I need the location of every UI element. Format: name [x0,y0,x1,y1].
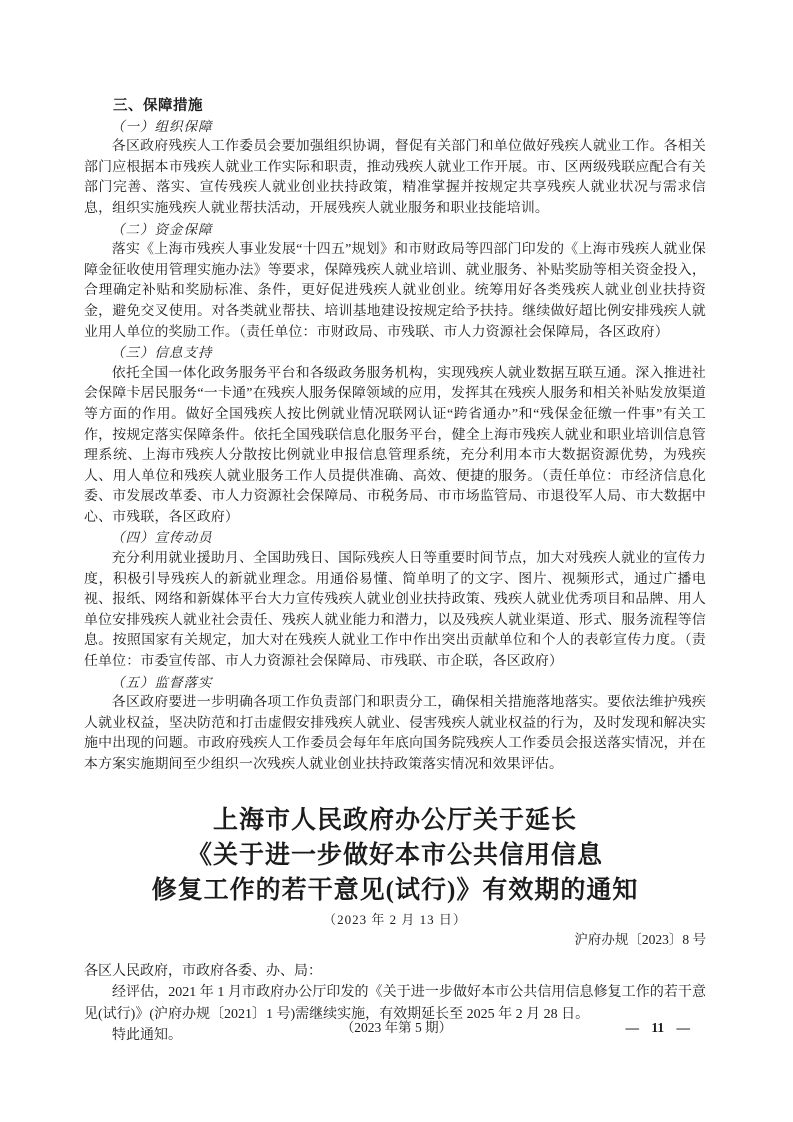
notice-salutation: 各区人民政府，市政府各委、办、局： [84,963,322,979]
subsection-heading-5: （五）监督落实 [111,674,213,690]
notice-closing: 特此通知。 [112,1028,182,1044]
footer-issue-label: （2023 年第 5 期） [340,1020,453,1035]
notice-title-line-1: 上海市人民政府办公厅关于延长 [212,806,577,834]
notice-document [84,803,706,1047]
subsection-heading-3: （三）信息支持 [111,345,213,361]
page-content [84,96,706,1047]
notice-title-line-2: 《关于进一步做好本市公共信用信息 [186,841,603,869]
doc-number: 沪府办规〔2023〕8 号 [574,931,706,947]
subsection-body-3: 依托全国一体化政务服务平台和各级政务服务机构，实现残疾人就业数据互联互通。深入推进社会保障卡居民服务“一卡通”在残疾人服务保障领域的应用，发挥其在残疾人服务和相关补贴发放渠道等方面的作用。做好全国残疾人按比例就业情况联网认证“跨省通办”和“残保金征缴一件事”有关工作，按规定落实保障条件。依托全国残联信息化服务平台，健全上海市残疾人就业和职业培训信息管理系统、上海市残疾人分散按比例就业申报信息管理系统，充分利用本市大数据资源优势，为残疾人、用人单位和残疾人就业服务工作人员提供准确、高效、便捷的服务。（责任单位：市经济信息化委、市发展改革委、市人力资源社会保障局、市税务局、市市场监管局、市退役军人局、市大数据中心、市残联，各区政府） [84,365,706,525]
subsection-heading-2: （二）资金保障 [111,221,213,237]
notice-date: （2023 年 2 月 13 日） [323,911,467,927]
subsection-heading-4: （四）宣传动员 [111,530,213,546]
section-heading: 三、保障措施 [113,98,203,114]
notice-body: 经评估，2021 年 1 月市政府办公厅印发的《关于进一步做好本市公共信用信息修复工作的若干意见(试行)》(沪府办规〔2021〕1 号)需继续实施，有效期延长至 2025 年 2 月 28 日。 [84,985,706,1022]
subsection-heading-1: （一）组织保障 [111,118,213,134]
footer-page-number: — 11 — [625,1020,690,1035]
notice-title-line-3: 修复工作的若干意见(试行)》有效期的通知 [151,876,639,904]
document-tail [84,96,706,776]
notice-title [84,803,706,908]
subsection-body-1: 各区政府残疾人工作委员会要加强组织协调，督促有关部门和单位做好残疾人就业工作。各相关部门应根据本市残疾人就业工作实际和职责，推动残疾人就业工作开展。市、区两级残联应配合有关部门完善、落实、宣传残疾人就业创业扶持政策，精准掌握并按规定共享残疾人就业状况与需求信息，组织实施残疾人就业帮扶活动，开展残疾人就业服务和职业技能培训。 [84,139,706,216]
subsection-body-2: 落实《上海市残疾人事业发展“十四五”规划》和市财政局等四部门印发的《上海市残疾人就业保障金征收使用管理实施办法》等要求，保障残疾人就业培训、就业服务、补贴奖励等相关资金投入，合理确定补贴和奖励标准、条件，更好促进残疾人就业创业。统筹用好各类残疾人就业创业扶持资金，避免交叉使用。对各类就业帮扶、培训基地建设按规定给予扶持。继续做好超比例安排残疾人就业用人单位的奖励工作。（责任单位：市财政局、市残联、市人力资源社会保障局，各区政府） [84,242,706,340]
subsection-body-4: 充分利用就业援助月、全国助残日、国际残疾人日等重要时间节点，加大对残疾人就业的宣传力度，积极引导残疾人的新就业理念。用通俗易懂、简单明了的文字、图片、视频形式，通过广播电视、报纸、网络和新媒体平台大力宣传残疾人就业创业扶持政策、残疾人就业优秀项目和品牌、用人单位安排残疾人就业社会责任、残疾人就业能力和潜力，以及残疾人就业渠道、形式、服务流程等信息。按照国家有关规定，加大对在残疾人就业工作中作出突出贡献单位和个人的表彰宣传力度。（责任单位：市委宣传部、市人力资源社会保障局、市残联、市企联，各区政府） [84,551,706,670]
subsection-body-5: 各区政府要进一步明确各项工作负责部门和职责分工，确保相关措施落地落实。要依法维护残疾人就业权益，坚决防范和打击虚假安排残疾人就业、侵害残疾人就业权益的行为，及时发现和解决实施中出现的问题。市政府残疾人工作委员会每年年底向国务院残疾人工作委员会报送落实情况，并在本方案实施期间至少组织一次残疾人就业创业扶持政策落实情况和效果评估。 [84,695,706,772]
